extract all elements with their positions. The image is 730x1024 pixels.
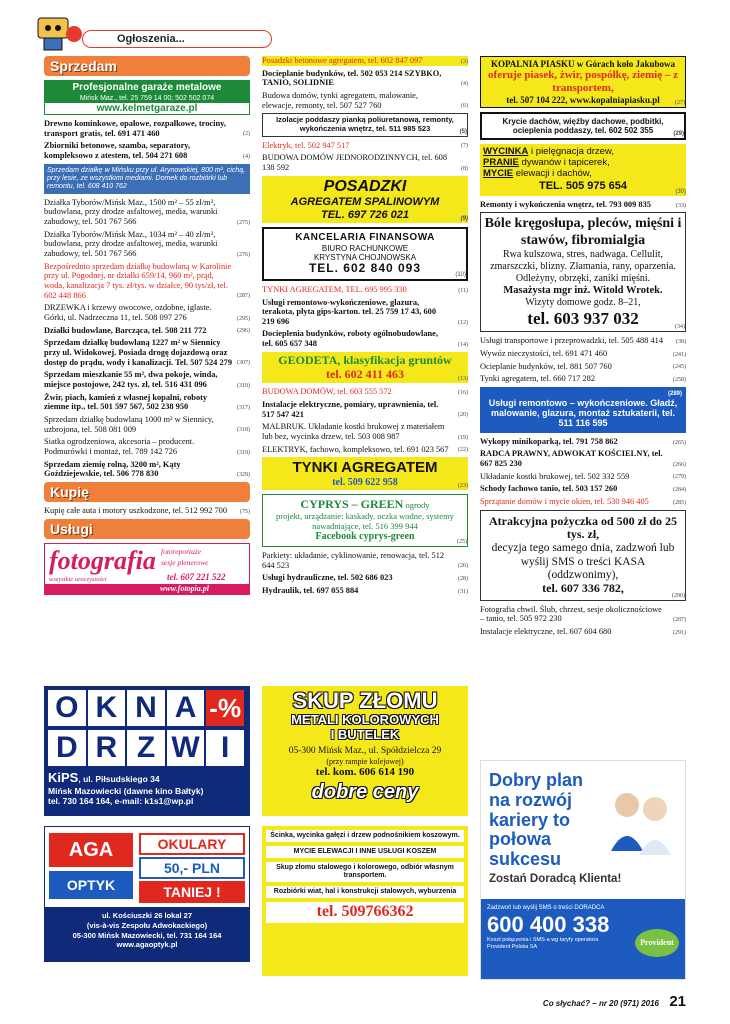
ad-number: (12) (458, 319, 468, 326)
ad-number: (329) (237, 471, 250, 478)
kips-addr: , ul. Piłsudskiego 34 (78, 774, 160, 784)
classified-ad (44, 460, 250, 479)
column-1 (44, 56, 250, 599)
ad-text: RADCA PRAWNY, ADWOKAT KOŚCIELNY, tel. 667 825 230 (480, 449, 663, 469)
ad-text: Usługi hydrauliczne, tel. 502 686 023 (262, 573, 393, 583)
kancel-sub: BIURO RACHUNKOWE (321, 243, 409, 253)
ad-number: (307) (237, 360, 250, 367)
ad-text: TYNKI AGREGATEM, TEL. 695 995 330 (262, 284, 407, 294)
ad-text: Instalacje elektryczne, tel. 607 604 680 (480, 627, 612, 637)
ad-text: Układanie kostki brukowej, tel. 502 332 559 (480, 471, 630, 481)
okna-letter: -% (206, 690, 244, 726)
bole-name: Masażysta mgr inż. Witold Wrotek. (503, 284, 663, 296)
ad-number: (28) (458, 575, 468, 582)
classified-ad (44, 437, 250, 456)
bole-tel: tel. 603 937 032 (527, 308, 639, 328)
ad-number: (318) (237, 427, 250, 434)
page-title: Ogłoszenia... (82, 30, 272, 48)
scinka-item: Rozbiórki wiat, hal i konstrukcji stalowych, wyburzenia (266, 886, 464, 898)
kopalnia-ad (480, 56, 686, 108)
skup-title: SKUP ZŁOMU (292, 688, 438, 713)
kopal-title: KOPALNIA PIASKU w Górach koło Jakubowa (490, 59, 676, 69)
ad-text: Docieplanie budynków, tel. 502 053 214 SZYBKO, TANIO, SOLIDNIE (262, 68, 442, 88)
classified-ad (44, 506, 250, 516)
ad-number: (276) (237, 251, 250, 258)
classified-ad (262, 285, 468, 295)
provident-note: Koszt połączenia i SMS-a wg taryfy operatora Provident Polska SA (487, 937, 599, 950)
ad-text: Działka Tyborów/Mińsk Maz., 1500 m² – 55 zł/m², budowlana, przy drodze asfaltowej, media, warunki zabudowy, tel. 501 767 566 (44, 197, 218, 227)
ad-text: Działka Tyborów/Mińsk Maz., 1034 m² – 40 zł/m², budowlana, przy drodze asfaltowej, media, warunki zabudowy, tel. 501 767 566 (44, 229, 218, 259)
bole-title: Bóle kręgosłupa, pleców, mięśni i stawów, fibromialgia (484, 216, 682, 248)
ad-number: (31) (458, 588, 468, 595)
ad-number: (296) (237, 328, 250, 335)
ad-number: (33) (676, 202, 686, 209)
wycinka-l3a: MYCIE (483, 168, 514, 180)
pozyczka-ad (480, 510, 686, 601)
kips-line2: Mińsk Mazowiecki (dawne kino Bałtyk) (48, 785, 204, 796)
wycinka-l3b: elewacji i dachów, (513, 168, 592, 180)
okna-letter: N (127, 690, 165, 726)
ad-number: (284) (673, 487, 686, 494)
classified-ad (44, 338, 250, 367)
wycinka-l2b: dywanów i tapicerek, (518, 157, 610, 169)
ad-number: (29) (673, 131, 684, 138)
ad-number: (279) (673, 474, 686, 481)
okna-letter: O (48, 690, 86, 726)
ad-number: (289) (667, 390, 682, 397)
ad-number: (291) (673, 629, 686, 636)
column-3 (480, 56, 686, 640)
okna-letter: I (206, 730, 244, 766)
classified-ad (44, 262, 250, 301)
ad-text: Usługi remontowo-wykończeniowe, glazura, terakota, płyta gips-karton. tel. 25 759 17 43, 600 219 696 (262, 297, 437, 326)
scinka-item: Ścinka, wycinka gałęzi i drzew podnośnikiem koszowym. (266, 830, 464, 842)
classified-ad (480, 449, 686, 468)
classified-ad (262, 387, 468, 397)
ad-text: BUDOWA DOMÓW JEDNORODZINNYCH, tel. 608 138 592 (262, 153, 448, 172)
cyprys-fb[interactable]: Facebook cyprys-green (315, 531, 415, 543)
krycie-text: Krycie dachów, więźby dachowe, podbitki, ocieplenia poddaszy, tel. 602 502 355 (502, 116, 664, 136)
section-uslugi: Usługi (44, 519, 250, 539)
classified-ad (44, 370, 250, 389)
classified-ad (44, 198, 250, 227)
classified-ad (262, 69, 468, 88)
aga-b1: ul. Kościuszki 26 lokal 27 (101, 911, 193, 920)
section-kupie: Kupię (44, 482, 250, 502)
ad-text: Fotografia chwil. Ślub, chrzest, sesje okolicznościowe – tanio, tel. 505 972 230 (480, 604, 662, 624)
ad-text: Drewno kominkowe, opałowe, rozpałkowe, trociny, transport gratis, tel. 691 471 460 (44, 119, 226, 138)
masaz-ad (480, 212, 686, 332)
ad-number: (11) (458, 287, 468, 294)
classified-ad (44, 230, 250, 259)
ad-number: (9) (460, 216, 468, 223)
ad-text: ELEKTRYK, fachowo, kompleksowo, tel. 691 023 567 (262, 444, 449, 454)
classified-ad (480, 349, 686, 359)
classified-ad (262, 141, 468, 151)
aga-okulary: OKULARY (139, 833, 245, 855)
classified-ad (262, 445, 468, 455)
classified-ad (262, 400, 468, 419)
wycinka-l1a: WYCINKA (483, 146, 529, 158)
classified-ad (262, 586, 468, 596)
foto-sub: wszystkie uroczystości (49, 575, 107, 583)
fotopia-ad (44, 543, 250, 595)
column-2 (262, 56, 468, 599)
ad-number: (265) (673, 439, 686, 446)
ad-text: Remonty i wykończenia wnętrz, tel. 793 009 835 (480, 199, 651, 209)
ad-number: (22) (458, 447, 468, 454)
page-header (34, 14, 274, 58)
ad-number: (19) (458, 434, 468, 441)
ad-text: Żwir, piach, kamień z własnej kopalni, roboty ziemne itp., tel. 501 597 567, 502 238 950 (44, 392, 208, 412)
kips-line3: tel. 730 164 164, e-mail: k1s1@wp.pl (48, 795, 194, 806)
cyprys-desc: projekt, urządzanie: kaskady, oczka wodne, systemy nawadniające, tel. 516 399 944 (276, 510, 454, 531)
poz-tel: tel. 607 336 782, (542, 580, 624, 595)
posadzki-ad (262, 176, 468, 224)
okna-letter: K (88, 690, 126, 726)
tynki-ad (262, 457, 468, 490)
ad-text: Sprzątanie domów i mycie okien, tel. 530 946 405 (480, 497, 649, 507)
skup-slogan: dobre ceny (311, 780, 419, 803)
tynki-tel: tel. 509 622 958 (332, 476, 398, 488)
cyprys-ad (262, 494, 468, 547)
ad-text: Sprzedam ziemię rolną, 3200 m², Kąty Goździejewskie, tel. 506 778 830 (44, 459, 181, 479)
classified-ad (44, 303, 250, 322)
ad-number: (245) (673, 364, 686, 371)
ad-number: (6) (461, 103, 468, 110)
ad-number: (295) (237, 315, 250, 322)
ad-number: (317) (237, 405, 250, 412)
ad-text: Sprzedam działkę budowlaną 1000 m² w Siennicy, uzbrojona, tel. 508 081 009 (44, 414, 214, 434)
rem-text: Usługi remontowo – wykończeniowe. Gładź, malowanie, glazura, montaż sztukaterii, tel. 511 116 595 (488, 397, 678, 429)
skup-sub2: I BUTELEK (330, 726, 400, 742)
kopal-tel: tel. 507 104 222, www.kopalniapiasku.pl (506, 94, 660, 105)
classified-ad (262, 153, 468, 172)
classified-ad (262, 298, 468, 327)
kancel-name: KRYSTYNA CHOJNOWSKA (313, 252, 417, 262)
ad-number: (4) (243, 153, 250, 160)
okna-letter: A (167, 690, 205, 726)
page-footer (543, 993, 686, 1010)
ad-number: (4) (461, 81, 468, 88)
classified-ad (480, 362, 686, 372)
ad-number: (10) (455, 271, 466, 278)
classified-ad (262, 422, 468, 441)
posadzki-sub: AGREGATEM SPALINOWYM (290, 195, 440, 208)
ad-number: (275) (237, 219, 250, 226)
geo-tel: tel. 602 411 463 (326, 366, 404, 381)
tynki-title: TYNKI AGREGATEM (292, 459, 438, 477)
skup-sub1: METALI KOLOROWYCH (291, 712, 439, 728)
cyprys-title-b: ogrody (403, 500, 430, 511)
geodeta-ad (262, 352, 468, 384)
ad-text: Sprzedam działkę budowlaną 1227 m² w Siennicy przy ul. Widokowej. Posiada drogę dojazdową oraz dostęp do prądu, wody i kanalizacji. Tel. 507 524 279 (44, 338, 233, 367)
scinka-tel-prefix: tel. (316, 903, 342, 921)
foto-tel: tel. 607 221 522 (167, 571, 226, 582)
ad-number: (26) (458, 563, 468, 570)
ad-text: Usługi transportowe i przeprowadzki, tel. 505 488 414 (480, 336, 664, 346)
garaze-url[interactable]: www.kelmetgaraze.pl (96, 102, 198, 114)
classified-ad (44, 119, 250, 138)
classified-ad (480, 605, 686, 624)
ad-text: Elektryk, tel. 502 947 517 (262, 140, 350, 150)
skup-tel: tel. kom. 606 614 190 (315, 766, 415, 778)
ad-text: Wykopy minikoparką, tel. 791 758 862 (480, 436, 618, 446)
ad-number: (287) (673, 617, 686, 624)
kancel-title: KANCELARIA FINANSOWA (295, 232, 435, 244)
classified-ad (480, 484, 686, 494)
wycinka-tel: TEL. 505 975 654 (538, 180, 628, 193)
ad-number: (3) (461, 58, 468, 65)
ad-number: (287) (237, 293, 250, 300)
foto-url[interactable]: www.fotopia.pl (45, 584, 249, 593)
ad-text: Instalacje elektryczne, pomiary, uprawnienia, tel. 517 547 421 (262, 400, 439, 419)
garaze-sub: Mińsk Maz., tel. 25 759 14 00; 502 502 074 (45, 95, 249, 103)
classified-ad (480, 627, 686, 637)
ad-number: (38) (676, 338, 686, 345)
classified-ad (480, 200, 686, 210)
skup-addr2: (przy rampie kolejowej) (326, 756, 404, 766)
aga-logo-top: AGA (49, 833, 133, 867)
classified-ad (44, 393, 250, 412)
scinka-item: Skup złomu stalowego i kolorowego, odbiór własnym transportem. (266, 862, 464, 882)
scinka-item: MYCIE ELEWACJI I INNE USŁUGI KOSZEM (266, 846, 464, 858)
ad-number: (30) (675, 188, 686, 195)
garaze-ad (44, 80, 250, 115)
ad-number: (14) (458, 341, 468, 348)
ad-text: Parkiety: układanie, cyklinowanie, renowacja, tel. 512 644 523 (262, 550, 445, 570)
aga-price: 50,- PLN (139, 857, 245, 879)
ad-text: MALBRUK. Układanie kostki brukowej z materiałem lub bez, wycinka drzew, tel. 503 008 987 (262, 422, 445, 441)
ad-text: Wywóz nieczystości, tel. 691 471 460 (480, 348, 608, 358)
classified-ad (480, 437, 686, 447)
ad-text: Docieplenia budynków, roboty ogólnobudowlane, tel. 605 657 348 (262, 329, 438, 349)
ad-text: Siatka ogrodzeniowa, akcesoria – producent. Podmurówki i montaż, tel. 789 142 726 (44, 437, 195, 456)
ad-number: (27) (675, 100, 685, 107)
bole-desc: Rwa kulszowa, stres, nadwaga. Cellulit, zmarszczki, blizny. Złamania, rany, oparzenia. Odleżyny, obrzęki, zaniki mięśni. (490, 248, 676, 284)
classified-ad (262, 329, 468, 348)
aga-contact (45, 907, 249, 961)
aga-optyk-ad (44, 826, 250, 962)
foto-title: fotografia (49, 545, 156, 575)
classified-ad (262, 573, 468, 583)
wycinka-l2a: PRANIE (483, 157, 519, 169)
ad-number: (34) (675, 324, 685, 331)
classified-ad (262, 551, 468, 570)
skup-zlomu-ad (262, 686, 468, 816)
ad-text: Bezpośrednio sprzedam działkę budowlaną w Karolinie przy ul. Pogodnej, nr działki 659/14, 960 m², prąd, woda, kanalizacja 7 tys. zł/tys. w działce, 90 tys/zł, tel. 602 448 866 (44, 261, 232, 300)
posadzki-top-ad (262, 56, 468, 66)
ad-number: (16) (458, 390, 468, 397)
posadzki-top-text: Posadzki betonowe agregatem, tel. 602 847 097 (262, 56, 423, 65)
issue-label: Co słychać? – nr 20 (971) 2016 (542, 998, 659, 1008)
classified-ad (44, 326, 250, 336)
dzialka-note: Sprzedam działkę w Mińsku przy ul. Arynowskiej, 800 m², cichą, przy lesie, ze wszystkimi mediami. Domek do rozbiórki lub remontu, tel. 608 410 762 (44, 164, 250, 194)
ad-number: (2) (243, 131, 250, 138)
page-number: 21 (669, 992, 686, 1010)
izolacje-ad (262, 113, 468, 136)
scinka-ad (262, 826, 468, 976)
provident-title: Dobry plan na rozwój kariery to połowa sukcesu (489, 770, 584, 870)
foto-r1: fotoreportaże (161, 546, 202, 556)
mascot-logo-icon (34, 14, 88, 54)
scinka-tel-number: 509766362 (341, 903, 414, 921)
bole-hours: Wizyty domowe godz. 8–21, (525, 296, 641, 308)
skup-addr: 05-300 Mińsk Maz., ul. Spółdzielcza 29 (288, 745, 442, 756)
ad-text: Budowa domów, tynki agregatem, malowanie, elewacje, remonty, tel. 507 527 760 (262, 90, 418, 110)
ad-number: (319) (237, 449, 250, 456)
classified-ad (480, 472, 686, 482)
classified-ad (480, 497, 686, 507)
ad-number: (8) (461, 165, 468, 172)
cyprys-title: CYPRYS – GREEN (300, 497, 404, 512)
aga-b2: (vis-à-vis Zespołu Adwokackiego) (86, 920, 208, 930)
garaze-title: Profesjonalne garaże metalowe (45, 81, 249, 95)
ad-number: (258) (673, 376, 686, 383)
aga-logo-bottom: OPTYK (49, 871, 133, 899)
ad-text: Schody fachowo tanio, tel. 503 157 260 (480, 484, 618, 494)
okna-letter: Z (127, 730, 165, 766)
ad-number: (25) (457, 539, 467, 545)
aga-taniej: TANIEJ ! (139, 881, 245, 903)
provident-logo: Provident (635, 929, 679, 957)
poz-title: Atrakcyjna pożyczka od 500 zł do 25 tys. zł, (489, 513, 677, 542)
wycinka-l1b: i pielęgnacja drzew, (528, 146, 614, 158)
classified-ad (262, 91, 468, 110)
okna-drzwi-ad (44, 686, 250, 816)
ad-text: Hydraulik, tel. 697 055 884 (262, 585, 359, 595)
section-sprzedam: Sprzedam (44, 56, 250, 76)
okna-letter: R (88, 730, 126, 766)
ad-text: Działki budowlane, Barcząca, tel. 508 211 772 (44, 325, 207, 335)
provident-sms: Zadzwoń lub wyślij SMS o treści DORADCA (487, 905, 605, 911)
ad-number: (23) (458, 483, 468, 490)
foto-r2: sesje plenerowe (161, 557, 209, 567)
okna-letter: W (167, 730, 205, 766)
provident-ad (480, 760, 686, 980)
ad-number: (310) (237, 382, 250, 389)
scinka-tel (266, 902, 464, 922)
ad-number: (241) (673, 351, 686, 358)
ad-number: (75) (240, 508, 250, 515)
ad-text: Sprzedam mieszkanie 55 m², dwa pokoje, winda, miejsce postojowe, 242 tys. zł, tel. 516 431 096 (44, 370, 218, 389)
kips-info (44, 766, 250, 810)
ad-number: (5) (459, 128, 467, 135)
okna-letter: D (48, 730, 86, 766)
provident-phone: 600 400 338 (487, 911, 610, 937)
ad-number: (290) (672, 592, 685, 599)
ad-number: (285) (673, 499, 686, 506)
ad-text: DRZEWKA i krzewy owocowe, ozdobne, iglaste. Górki, ul. Nadrzeczna 11, tel. 508 097 276 (44, 303, 212, 323)
kips-name: KiPS (48, 770, 79, 785)
aga-url[interactable]: www.agaoptyk.pl (116, 940, 178, 950)
krycie-ad (480, 112, 686, 140)
classified-ad (44, 141, 250, 160)
poz-desc: decyzja tego samego dnia, zadzwoń lub wyślij SMS o treści KASA (oddzwonimy), (491, 542, 675, 581)
posadzki-tel: TEL. 697 726 021 (320, 208, 410, 221)
ad-text: Kupię całe auta i motory uszkodzone, tel. 512 992 700 (44, 505, 228, 515)
ad-number: (266) (673, 461, 686, 468)
classified-ad (480, 336, 686, 346)
ad-number: (7) (461, 143, 468, 150)
ad-number: (13) (458, 376, 468, 383)
ad-text: Ocieplanie budynków, tel. 881 507 760 (480, 361, 612, 371)
kopal-offer: oferuje piasek, żwir, pospółkę, ziemię – z transportem, (488, 69, 678, 94)
provident-cta: Zostań Doradcą Klienta! (489, 873, 622, 885)
posadzki-title: POSADZKI (323, 177, 407, 195)
classified-ad (480, 374, 686, 384)
wycinka-ad (480, 144, 686, 195)
kancelaria-ad (262, 227, 468, 281)
classified-ad (44, 415, 250, 434)
ad-text: Zbiorniki betonowe, szamba, separatory, kompleksowo z atestem, tel. 504 271 608 (44, 141, 191, 161)
izolacje-text: Izolacje poddaszy pianką poliuretanową, remonty, wykończenia wnętrz, tel. 511 985 523 (276, 115, 454, 133)
ad-number: (20) (458, 412, 468, 419)
uslugi-remontowe-ad (480, 387, 686, 433)
people-photo-icon (599, 781, 679, 861)
geo-title: GEODETA, klasyfikacja gruntów (278, 352, 452, 367)
kancel-tel: TEL. 602 840 093 (308, 261, 422, 276)
aga-b3: 05-300 Mińsk Mazowiecki, tel. 731 164 164 (72, 930, 222, 940)
ad-text: Tynki agregatem, tel. 660 717 282 (480, 374, 596, 384)
ad-text: BUDOWA DOMÓW, tel. 603 555 572 (262, 387, 392, 397)
